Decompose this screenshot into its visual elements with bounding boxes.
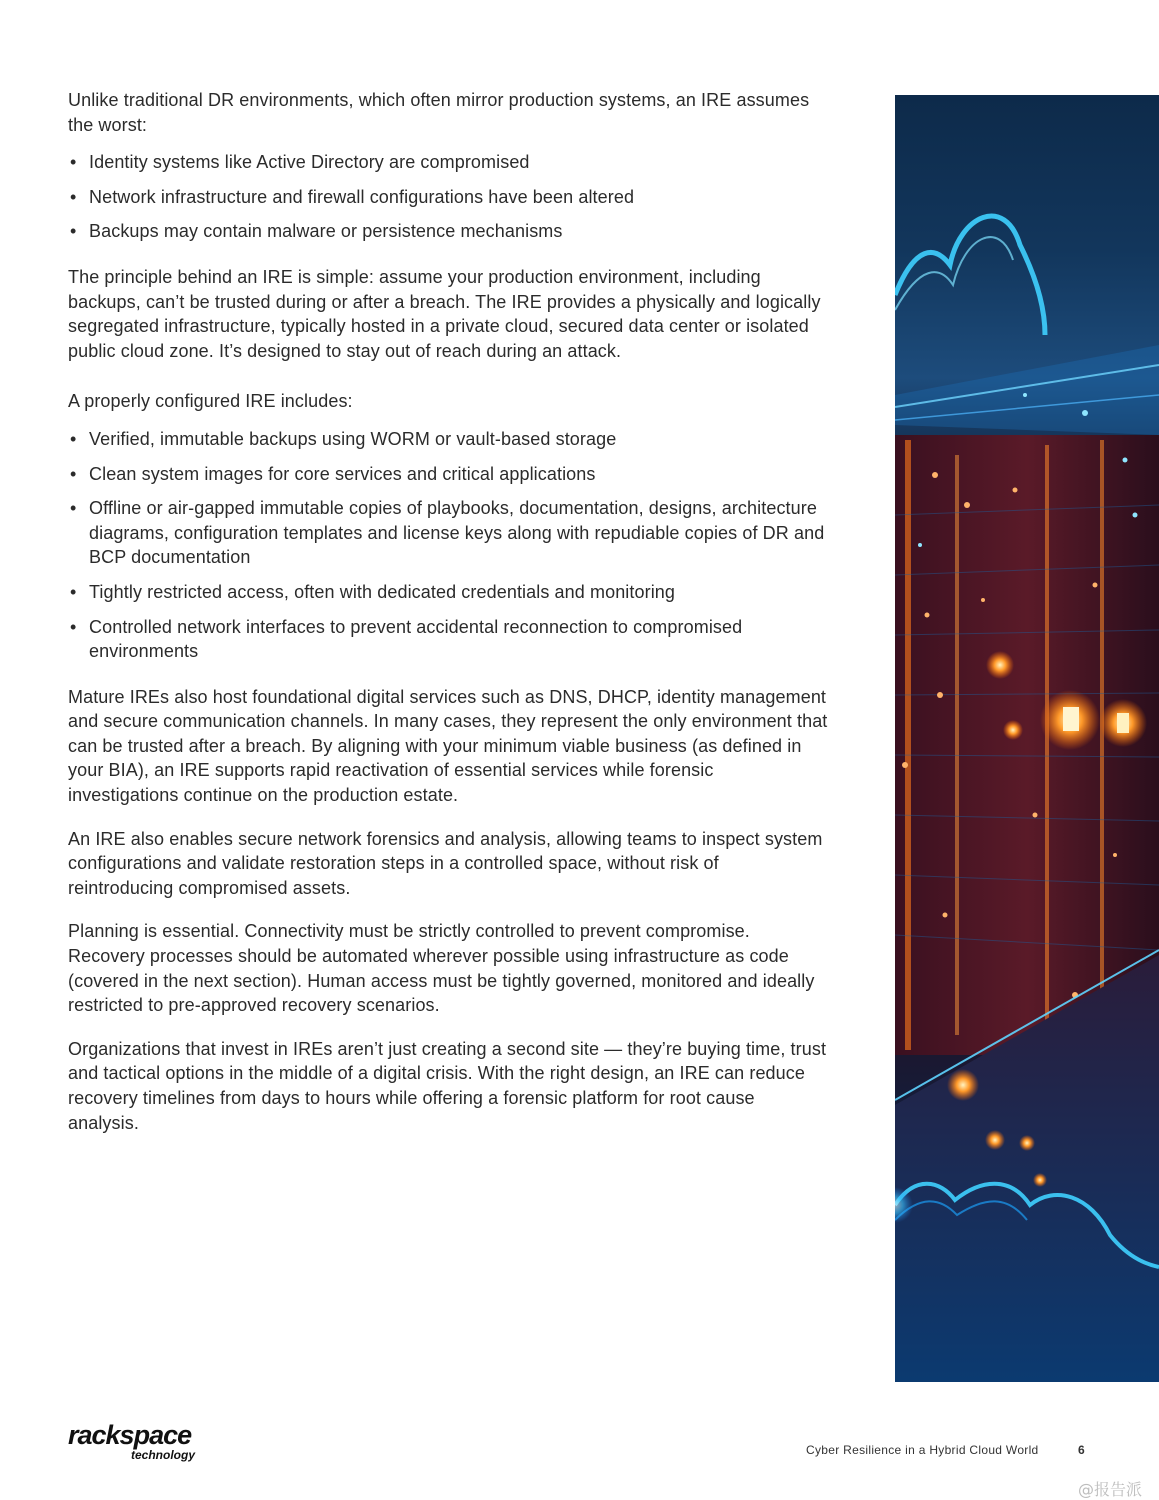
logo-subtitle: technology xyxy=(131,1448,196,1462)
includes-list xyxy=(68,427,828,664)
list-item: • Verified, immutable backups using WORM or vault-based storage xyxy=(68,427,828,452)
assumptions-list xyxy=(68,150,828,244)
forensics-paragraph: An IRE also enables secure network forensics and analysis, allowing teams to inspect system configurations and validate restoration steps in a controlled space, without risk of reintroducing compromised assets. xyxy=(68,828,823,898)
mature-ires-paragraph: Mature IREs also host foundational digital services such as DNS, DHCP, identity management and secure communication channels. In many cases, they represent the only environment that can be trusted after a breach. By aligning with your minimum viable business (as defined in your BIA), an IRE supports rapid reactivation of essential services while forensic investigations continue on the production estate. xyxy=(68,686,828,806)
page-number: 6 xyxy=(1078,1443,1085,1457)
planning-paragraph: Planning is essential. Connectivity must be strictly controlled to prevent compromise. Recovery processes should be automated wherever possible using infrastructure as code (covered in the next section). Human access must be tightly governed, monitored and ideally restricted to pre-approved recovery scenarios. xyxy=(68,921,815,1016)
closing-paragraph: Organizations that invest in IREs aren’t just creating a second site — they’re buying time, trust and tactical options in the middle of a digital crisis. With the right design, an IRE can reduce recovery timelines from days to hours while offering a forensic platform for root cause analysis. xyxy=(68,1038,827,1133)
footer-document-title: Cyber Resilience in a Hybrid Cloud World xyxy=(806,1443,1039,1457)
list-item: • Backups may contain malware or persistence mechanisms xyxy=(68,219,828,244)
intro-paragraph: Unlike traditional DR environments, which often mirror production systems, an IRE assumes the worst: xyxy=(68,90,810,135)
list-item: • Network infrastructure and firewall configurations have been altered xyxy=(68,185,828,210)
list-item: • Identity systems like Active Directory are compromised xyxy=(68,150,828,175)
list-item: • Offline or air-gapped immutable copies of playbooks, documentation, designs, architecture diagrams, configuration templates and license keys along with repudiable copies of DR and BCP documentation xyxy=(68,496,828,570)
watermark: @报告派 xyxy=(1078,1480,1143,1499)
logo-wordmark: rackspace xyxy=(68,1420,192,1450)
datacenter-image xyxy=(895,95,1159,1382)
principle-paragraph: The principle behind an IRE is simple: assume your production environment, including backups, can’t be trusted during or after a breach. The IRE provides a physically and logically segregated infrastructure, typically hosted in a private cloud, secured data center or isolated public cloud zone. It’s designed to stay out of reach during an attack. xyxy=(68,266,821,361)
includes-intro-paragraph: A properly configured IRE includes: xyxy=(68,391,353,412)
main-text-column xyxy=(68,88,828,1154)
list-item: • Tightly restricted access, often with dedicated credentials and monitoring xyxy=(68,580,828,605)
list-item: • Controlled network interfaces to prevent accidental reconnection to compromised environments xyxy=(68,615,828,664)
datacenter-illustration xyxy=(895,95,1159,1382)
list-item: • Clean system images for core services and critical applications xyxy=(68,462,828,487)
rackspace-logo xyxy=(68,1420,208,1466)
